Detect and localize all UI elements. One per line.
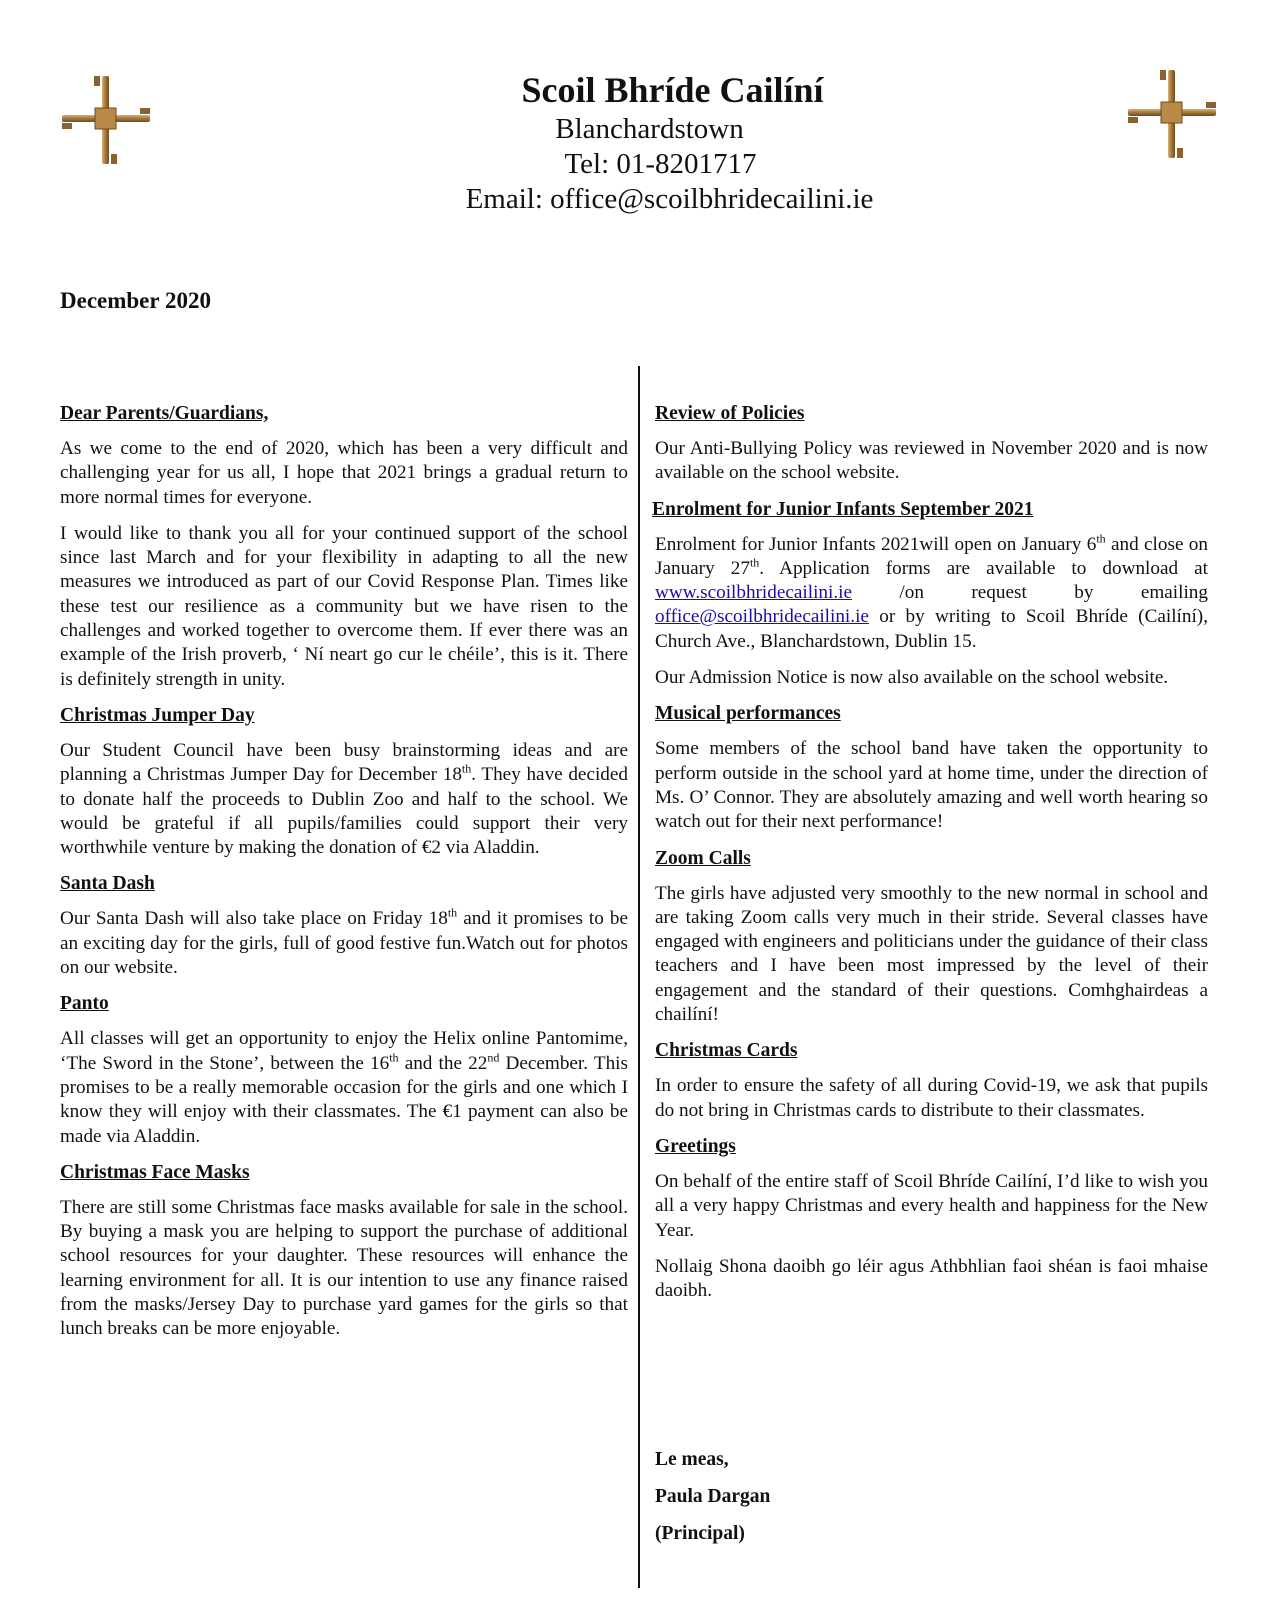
section-heading-face-masks: Christmas Face Masks — [60, 1161, 250, 1183]
cards-paragraph: In order to ensure the safety of all during Covid-19, we ask that pupils do not bring in Christmas cards to distribute to their classmates. — [655, 1075, 1208, 1121]
section-heading-musical: Musical performances — [655, 703, 841, 725]
section-heading-policies: Review of Policies — [655, 403, 805, 424]
musical-paragraph: Some members of the school band have taken the opportunity to perform outside in the school yard at home time, under the direction of Ms. O’ Connor. They are absolutely amazing and well worth hearing so watch out for their next performance! — [655, 738, 1208, 833]
letterhead — [0, 68, 1271, 217]
intro-paragraph: As we come to the end of 2020, which has been a very difficult and challenging year for us all, I hope that 2021 brings a gradual return to more normal times for everyone. — [60, 438, 628, 508]
school-email: Email: office@scoilbhridecailini.ie — [465, 183, 874, 215]
section-heading-greetings: Greetings — [655, 1135, 736, 1157]
section-heading-cards: Christmas Cards — [655, 1040, 798, 1062]
section-heading-jumper-day: Christmas Jumper Day — [60, 704, 255, 726]
signatory-title: (Principal) — [655, 1523, 745, 1544]
policies-paragraph: Our Anti-Bullying Policy was reviewed in November 2020 and is now available on the school website. — [655, 438, 1208, 484]
section-heading-panto: Panto — [60, 993, 109, 1015]
thanks-paragraph: I would like to thank you all for your continued support of the school since last March and for your flexibility in adapting to all the new measures we introduced as part of our Covid Response Plan. Times like these test our resilience as a community but we have risen to the challenges and worked together to overcome them. If ever there was an example of the Irish proverb, ‘ Ní neart go cur le chéile’, this is it. There is definitely strength in unity. — [60, 522, 628, 690]
right-column — [652, 402, 1209, 1315]
greeting-heading: Dear Parents/Guardians, — [60, 403, 269, 424]
column-divider — [638, 366, 640, 1588]
greetings-paragraph: On behalf of the entire staff of Scoil Bhríde Cailíní, I’d like to wish you all a very happy Christmas and every health and happiness for the New Year. — [655, 1170, 1208, 1241]
jumper-day-paragraph: Our Student Council have been busy brainstorming ideas and are planning a Christmas Jumper Day for December 18th. They have decided to donate half the proceeds to Dublin Zoo and half to the school. We would be grateful if all pupils/families could support their very worthwhile venture by making the donation of €2 via Aladdin. — [60, 739, 628, 859]
left-column — [60, 402, 628, 1354]
email-link[interactable]: office@scoilbhridecailini.ie — [655, 606, 869, 628]
closing: Le meas, — [655, 1449, 729, 1470]
face-masks-paragraph: There are still some Christmas face masks available for sale in the school. By buying a mask you are helping to support the purchase of additional school resources for your daughter. These resources will enhance the learning environment for all. It is our intention to use any finance raised from the masks/Jersey Day to purchase yard games for the girls so that lunch breaks can be more enjoyable. — [60, 1196, 628, 1340]
section-heading-enrolment: Enrolment for Junior Infants September 2021 — [652, 498, 1034, 520]
signoff — [655, 1448, 770, 1559]
signatory-name: Paula Dargan — [655, 1486, 771, 1507]
school-telephone: Tel: 01-8201717 — [564, 148, 757, 180]
school-address: Blanchardstown — [555, 113, 744, 145]
section-heading-zoom: Zoom Calls — [655, 847, 751, 869]
admission-notice-paragraph: Our Admission Notice is now also available on the school website. — [655, 667, 1169, 689]
section-heading-santa-dash: Santa Dash — [60, 873, 155, 895]
school-name: Scoil Bhríde Cailíní — [521, 70, 824, 110]
zoom-paragraph: The girls have adjusted very smoothly to the new normal in school and are taking Zoom calls very much in their stride. Several classes have engaged with engineers and politicians under the guidance of their class teachers and I have been most impressed by the level of their engagement and the standard of their questions. Comhghairdeas a chailíní! — [655, 882, 1208, 1026]
irish-greeting-paragraph: Nollaig Shona daoibh go léir agus Athbhlian faoi shéan is faoi mhaise daoibh. — [655, 1255, 1208, 1302]
enrolment-paragraph: Enrolment for Junior Infants 2021will open on January 6th and close on January 27th. Application forms are available to download at www.scoilbhridecailini.ie /on request by emailing office@scoilbhridecailini.ie or by writing to Scoil Bhríde (Cailíní), Church Ave., Blanchardstown, Dublin 15. — [655, 531, 1209, 652]
santa-dash-paragraph: Our Santa Dash will also take place on Friday 18th and it promises to be an exciting day for the girls, full of good festive fun.Watch out for photos on our website. — [60, 906, 629, 979]
panto-paragraph: All classes will get an opportunity to enjoy the Helix online Pantomime, ‘The Sword in the Stone’, between the 16th and the 22nd December. This promises to be a really memorable occasion for the girls and one which I know they will enjoy with their classmates. The €1 payment can also be made via Aladdin. — [60, 1028, 628, 1147]
newsletter-date: December 2020 — [60, 288, 211, 313]
website-link[interactable]: www.scoilbhridecailini.ie — [655, 582, 852, 604]
